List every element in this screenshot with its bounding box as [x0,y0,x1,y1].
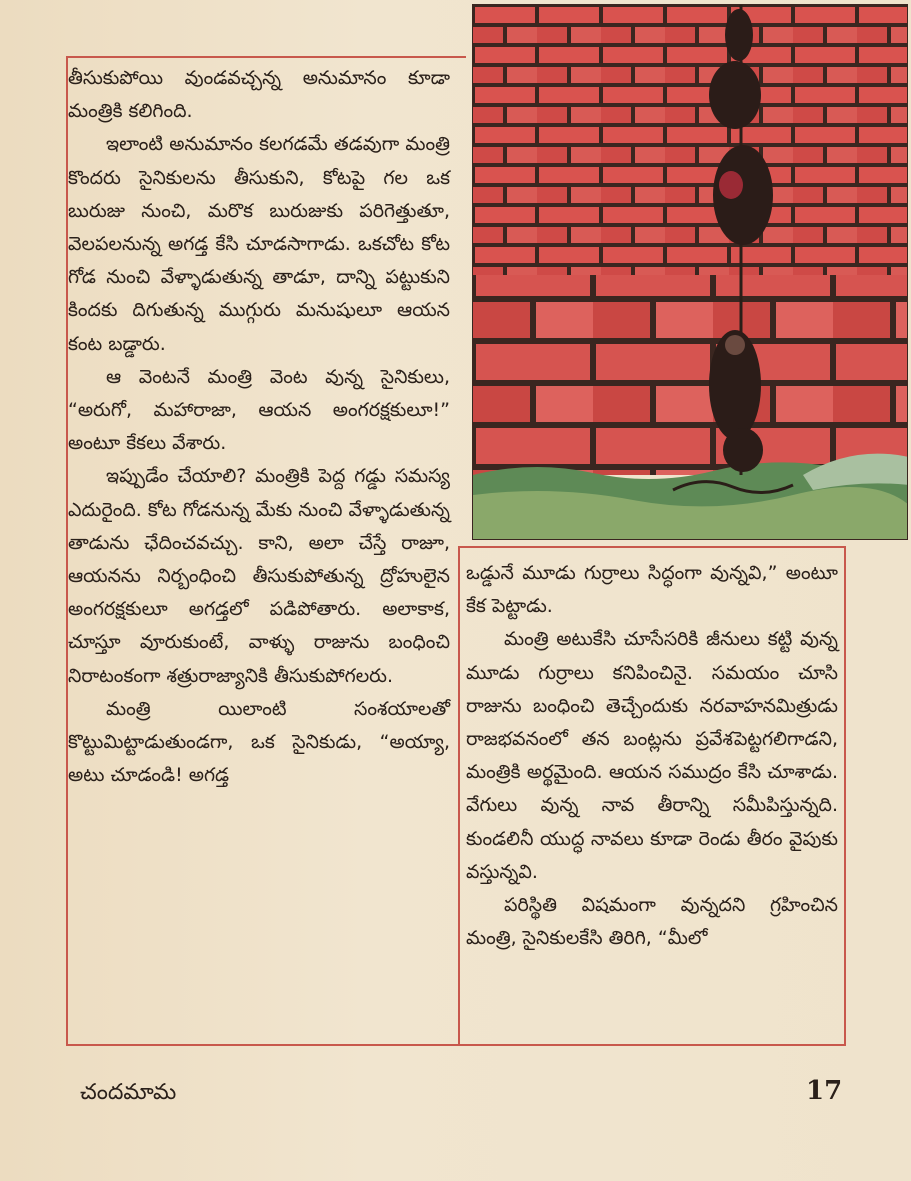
frame-column-divider [458,546,460,1046]
left-text-column [68,62,450,792]
paragraph: తీసుకుపోయి వుండవచ్చన్న అనుమానం కూడా మంత్రికి కలిగింది. [68,67,450,123]
right-text-column [466,557,838,955]
magazine-name: చందమామ [80,1080,177,1105]
paragraph: ఆ వెంటనే మంత్రి వెంట వున్న సైనికులు, “అరుగో, మహారాజా, ఆయన అంగరక్షకులూ!” అంటూ కేకలు వేశారు. [68,365,450,455]
frame-right-rule [844,546,846,1046]
fort-wall-illustration [472,4,908,540]
paragraph: ఇలాంటి అనుమానం కలగడమే తడవుగా మంత్రి కొందరు సైనికులను తీసుకుని, కోటపై గల ఒక బురుజు నుంచి, మరొక బురుజుకు పరిగెత్తుతూ, వెలపలనున్న అగడ్త కేసి చూడసాగాడు. ఒకచోట కోట గోడ నుంచి వేళ్ళాడుతున్న తాడూ, దాన్ని పట్టుకుని కిందకు దిగుతున్న ముగ్గురు మనుషులూ ఆయన కంట బడ్డారు. [68,133,450,355]
paragraph: మంత్రి అటుకేసి చూసేసరికి జీనులు కట్టి వున్న మూడు గుర్రాలు కనిపించినై. సమయం చూసి రాజును బంధించి తెచ్చేందుకు నరవాహనమిత్రుడు రాజభవనంలో తన బంట్లను ప్రవేశపెట్టగలిగాడని, మంత్రికి అర్థమైంది. ఆయన సముద్రం కేసి చూశాడు. వేగులు వున్న నావ తీరాన్ని సమీపిస్తున్నది. కుండలినీ యుద్ధ నావలు కూడా రెండు తీరం వైపుకు వస్తున్నవి. [466,628,838,883]
paragraph: ఇప్పుడేం చేయాలి? మంత్రికి పెద్ద గడ్డు సమస్య ఎదురైంది. కోట గోడనున్న మేకు నుంచి వేళ్ళాడుతున్న తాడును ఛేదించవచ్చు. కాని, అలా చేస్తే రాజూ, ఆయనను నిర్బంధించి తీసుకుపోతున్న ద్రోహులైన అంగరక్షకులూ అగడ్తలో పడిపోతారు. అలాకాక, చూస్తూ వూరుకుంటే, వాళ్ళు రాజును బంధించి నిరాటంకంగా శత్రురాజ్యానికి తీసుకుపోగలరు. [68,465,450,687]
paragraph: పరిస్థితి విషమంగా వున్నదని గ్రహించిన మంత్రి, సైనికులకేసి తిరిగి, “మీలో [466,894,838,950]
frame-bottom-rule [66,1044,846,1046]
paragraph: మంత్రి యిలాంటి సంశయాలతో కొట్టుమిట్టాడుతుండగా, ఒక సైనికుడు, “అయ్యా, అటు చూడండి! అగడ్త [68,697,450,787]
page-number: 17 [806,1076,843,1106]
paragraph: ఒడ్డునే మూడు గుర్రాలు సిద్ధంగా వున్నవి,” అంటూ కేక పెట్టాడు. [466,562,838,618]
brick-wall-drawing [473,5,908,540]
frame-top-rule-left [66,56,466,58]
frame-middle-rule [458,546,846,548]
